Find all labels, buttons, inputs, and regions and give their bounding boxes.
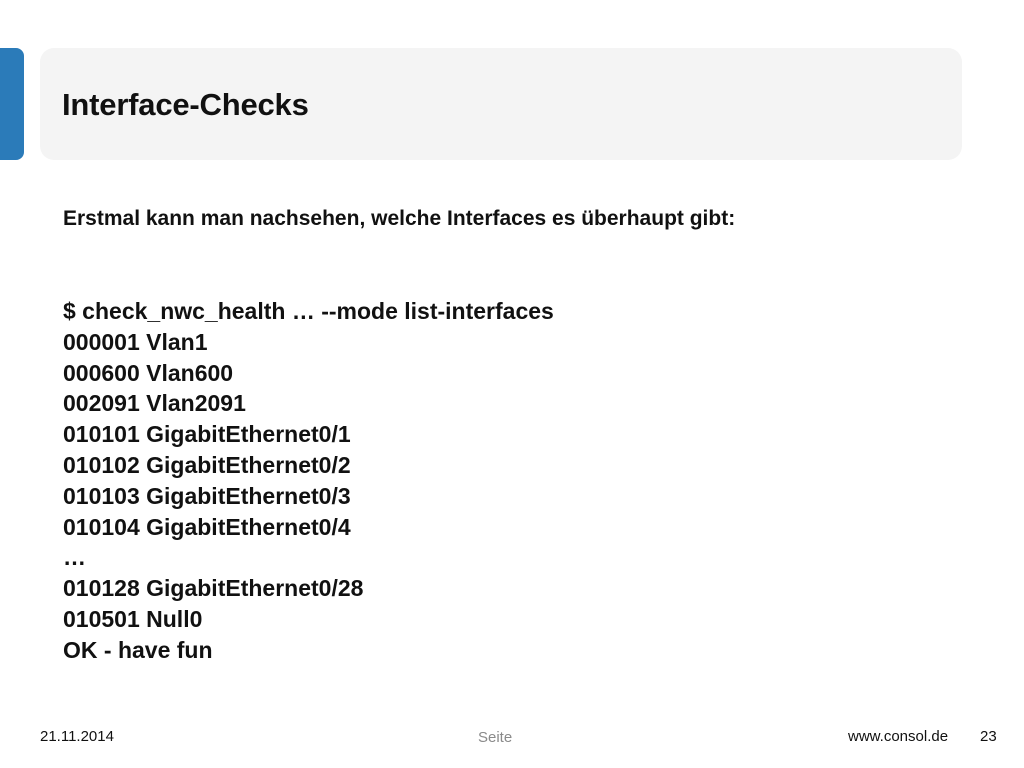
output-line: 010102 GigabitEthernet0/2 (63, 451, 351, 478)
output-line: 002091 Vlan2091 (63, 390, 246, 417)
command-output (63, 296, 554, 666)
status-line: OK - have fun (63, 636, 213, 663)
footer-date: 21.11.2014 (40, 728, 114, 745)
output-line: 010101 GigabitEthernet0/1 (63, 421, 351, 448)
ellipsis-line: … (63, 544, 86, 571)
output-line: 000001 Vlan1 (63, 328, 208, 355)
footer-page-label: Seite (478, 729, 513, 746)
output-line: 010104 GigabitEthernet0/4 (63, 513, 351, 540)
output-line: 000600 Vlan600 (63, 359, 234, 386)
footer-url: www.consol.de (848, 728, 949, 745)
output-line: 010501 Null0 (63, 605, 203, 632)
title-box (40, 48, 962, 160)
footer-page-number: 23 (980, 728, 997, 745)
output-line: 010128 GigabitEthernet0/28 (63, 575, 364, 602)
command-line: $ check_nwc_health … --mode list-interfaces (63, 298, 554, 324)
intro-text: Erstmal kann man nachsehen, welche Interfaces es überhaupt gibt: (63, 207, 736, 230)
output-line: 010103 GigabitEthernet0/3 (63, 482, 351, 509)
accent-bar (0, 48, 24, 160)
slide-title: Interface-Checks (62, 87, 309, 122)
